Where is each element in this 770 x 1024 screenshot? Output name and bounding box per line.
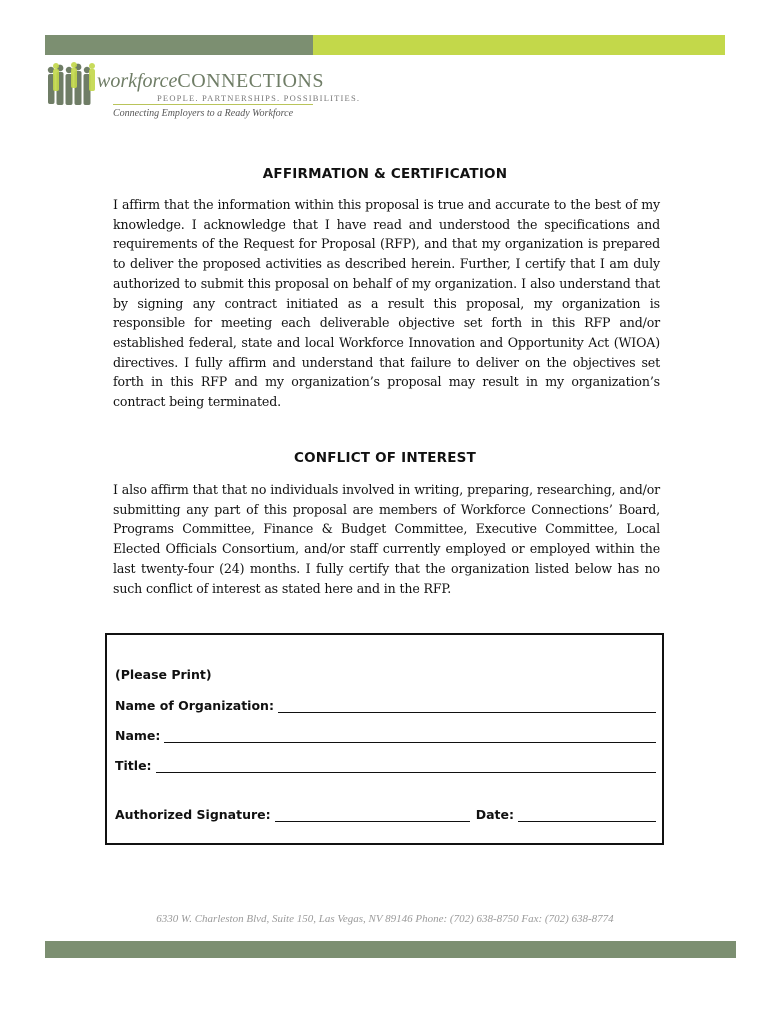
header-bar-dark-segment [45, 35, 313, 55]
form-instruction [115, 667, 656, 682]
footer-color-bar [45, 941, 736, 958]
organization-input-line[interactable] [278, 700, 656, 713]
conflict-heading: CONFLICT OF INTEREST [293, 450, 477, 466]
header-bar-light-segment [313, 35, 725, 55]
logo-divider [113, 104, 313, 105]
date-label: Date: [475, 807, 514, 822]
header-color-bar [45, 35, 725, 55]
please-print-label: (Please Print) [115, 667, 212, 682]
date-input-line[interactable] [518, 809, 656, 822]
logo-word-italic: workforce [97, 70, 178, 92]
name-label: Name: [115, 728, 161, 743]
logo-tagline: PEOPLE. PARTNERSHIPS. POSSIBILITIES. [157, 93, 361, 103]
affirmation-heading: AFFIRMATION & CERTIFICATION [262, 166, 508, 182]
name-field[interactable] [115, 728, 656, 743]
signature-date-row [115, 807, 656, 822]
name-input-line[interactable] [164, 730, 656, 743]
certification-form [105, 633, 664, 845]
logo-word-caps: CONNECTIONS [177, 70, 324, 92]
affirmation-paragraph: I affirm that the information within this proposal is true and accurate to the best of my knowledge. I acknowledge that I have read and understood the specifications and requirements of the Request for Proposal (RFP), and that my organization is prepared to deliver the proposed activities as described herein. Further, I certify that I am duly authorized to submit this proposal on behalf of my organization. I also understand that by signing any contract initiated as a result this proposal, my organization is responsible for meeting each deliverable objective set forth in this RFP and/or established federal, state and local Workforce Innovation and Opportunity Act (WIOA) directives. I fully affirm and understand that failure to deliver on the objectives set forth in this RFP and my organization’s proposal may result in my organization’s contract being terminated. [113, 197, 660, 410]
conflict-paragraph: I also affirm that that no individuals involved in writing, preparing, researching, and/or submitting any part of this proposal are members of Workforce Connections’ Board, Programs Committee, Finance & Budget Committee, Executive Committee, Local Elected Officials Consortium, and/or staff currently employed or employed within the last twenty-four (24) months. I fully certify that the organization listed below has no such conflict of interest as stated here and in the RFP. [113, 482, 660, 596]
title-field[interactable] [115, 758, 656, 773]
signature-label: Authorized Signature: [115, 807, 271, 822]
organization-label: Name of Organization: [115, 698, 274, 713]
footer-address: 6330 W. Charleston Blvd, Suite 150, Las Vegas, NV 89146 Phone: (702) 638-8750 Fax: (702) 638-8774 [156, 913, 614, 925]
title-label: Title: [115, 758, 152, 773]
people-silhouettes-icon [45, 62, 105, 110]
title-input-line[interactable] [156, 760, 656, 773]
signature-input-line[interactable] [275, 809, 470, 822]
organization-field[interactable] [115, 698, 656, 713]
logo-wordmark [97, 70, 324, 93]
workforce-connections-logo [45, 62, 361, 132]
logo-subtitle: Connecting Employers to a Ready Workforce [113, 108, 294, 119]
